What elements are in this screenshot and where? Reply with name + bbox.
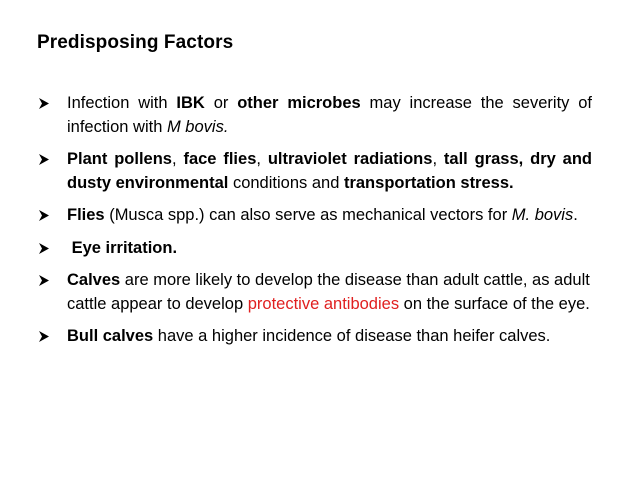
- bullet-item-flies: [38, 204, 592, 228]
- bullet-item-environment: [38, 148, 592, 195]
- text: or: [204, 94, 238, 112]
- text: on the surface of the eye.: [399, 294, 590, 313]
- text: .: [573, 206, 578, 224]
- text-bold: Flies: [67, 206, 105, 224]
- arrowhead-bullet-icon: [38, 330, 50, 343]
- arrowhead-bullet-icon: [38, 209, 50, 222]
- text: are more likely to develop the disease than adult cattle, as adult cattle appear to develop: [67, 271, 590, 313]
- text-bold: IBK: [176, 94, 205, 112]
- bullet-item-bull-calves: [38, 325, 592, 349]
- text: Infection with: [67, 94, 177, 112]
- text: ,: [432, 150, 444, 168]
- text-bold: tall grass, dry and dusty environmental: [67, 150, 593, 192]
- arrowhead-bullet-icon: [38, 242, 50, 255]
- text: (Musca spp.) can also serve as mechanical vectors for: [104, 206, 512, 224]
- arrowhead-bullet-icon: [38, 97, 50, 110]
- bullet-item-eye-irritation: [38, 237, 592, 261]
- bullet-item-ibk: [38, 92, 592, 139]
- text: conditions and: [228, 173, 344, 192]
- text: may increase the severity of infection with: [67, 94, 593, 136]
- text-bold: Calves: [67, 271, 121, 289]
- text-highlight: protective antibodies: [247, 294, 400, 313]
- bullet-item-calves: [38, 269, 592, 316]
- text: have a higher incidence of disease than heifer calves.: [153, 327, 551, 345]
- text-italic: M. bovis: [511, 206, 574, 224]
- slide-title: Predisposing Factors: [37, 32, 234, 53]
- bullet-list: [38, 92, 592, 358]
- text-bold: Plant pollens: [67, 150, 172, 168]
- text: ,: [171, 150, 184, 168]
- text: ,: [256, 150, 268, 168]
- text-italic: M bovis.: [166, 117, 229, 136]
- text-bold: transportation stress.: [343, 173, 514, 192]
- text-bold: ultraviolet radiations: [267, 150, 433, 168]
- arrowhead-bullet-icon: [38, 153, 50, 166]
- text-bold: face flies: [183, 150, 257, 168]
- text-bold: Bull calves: [67, 327, 154, 345]
- text-bold: Eye irritation.: [67, 238, 178, 257]
- arrowhead-bullet-icon: [38, 274, 50, 287]
- text-bold: other microbes: [237, 94, 361, 112]
